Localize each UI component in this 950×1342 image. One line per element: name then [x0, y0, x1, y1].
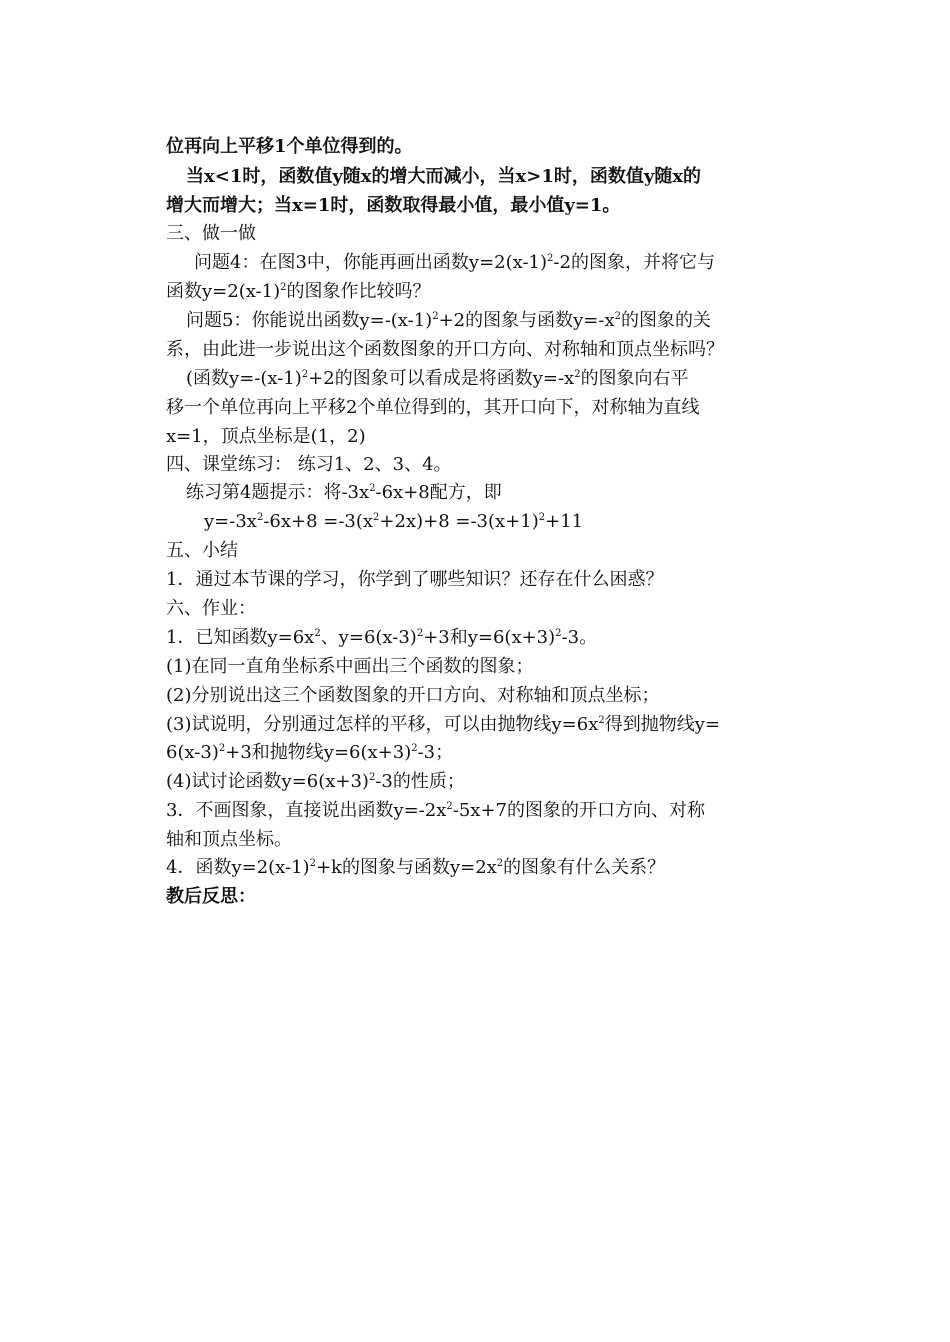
text-line: 1．已知函数$y=6x^2$、$y=6(x-3)^2+3$和$y=6(x+3)^2-3$。 — [166, 627, 598, 648]
text-line: $6(x-3)^2+3$和抛物线$y=6(x+3)^2-3$； — [166, 742, 454, 763]
text-line: 移一个单位再向上平移2个单位得到的，其开口向下，对称轴为直线 — [166, 397, 700, 418]
section-heading: 六、作业： — [166, 598, 256, 619]
text-line: (函数$y=-(x-1)^2+2$的图象可以看成是将函数$y=-x^2$的图象向右平 — [186, 368, 689, 389]
text-line: 问题5：你能说出函数$y=-(x-1)^2+2$的图象与函数$y=-x^2$的图象的关 — [186, 310, 711, 331]
text-line: (2)分别说出这三个函数图象的开口方向、对称轴和顶点坐标； — [166, 685, 660, 706]
text-line: x=1，顶点坐标是(1，2) — [166, 426, 366, 447]
section-heading: 三、做一做 — [166, 223, 256, 244]
section-heading: 五、小结 — [166, 540, 238, 561]
text-line: 轴和顶点坐标。 — [166, 829, 292, 850]
text-line: 1．通过本节课的学习，你学到了哪些知识？还存在什么困惑？ — [166, 569, 664, 590]
section-heading: 四、课堂练习： 练习1、2、3、4。 — [166, 454, 452, 475]
text-line: 位再向上平移1个单位得到的。 — [166, 136, 413, 157]
text-line: (3)试说明，分别通过怎样的平移，可以由抛物线$y=6x^2$得到抛物线y= — [166, 714, 720, 735]
text-line: 增大而增大；当x=1时，函数取得最小值，最小值y=1。 — [166, 195, 621, 216]
text-line: 系，由此进一步说出这个函数图象的开口方向、对称轴和顶点坐标吗？ — [166, 339, 724, 360]
text-line: 练习第4题提示：将$-3x^2-6x+8$配方，即 — [186, 482, 502, 503]
text-line: (4)试讨论函数$y=6(x+3)^2-3$的性质； — [166, 771, 465, 792]
text-line: 当x<1时，函数值y随x的增大而减小，当x>1时，函数值y随x的 — [186, 166, 702, 187]
text-line: (1)在同一直角坐标系中画出三个函数的图象； — [166, 656, 534, 677]
text-line: 函数$y=2(x-1)^2$的图象作比较吗？ — [166, 281, 431, 302]
text-line: 4．函数$y=2(x-1)^2+k$的图象与函数$y=2x^2$的图象有什么关系？ — [166, 857, 666, 878]
section-heading: 教后反思： — [166, 886, 256, 907]
text-line: 3．不画图象，直接说出函数$y=-2x^2-5x+7$的图象的开口方向、对称 — [166, 800, 705, 821]
text-line: 问题4：在图3中，你能再画出函数$y=2(x-1)^2-2$的图象，并将它与 — [194, 252, 715, 273]
formula-line: $y=-3x^2-6x+8 =-3(x^2+2x)+8 =-3(x+1)^2+11$ — [204, 511, 584, 532]
